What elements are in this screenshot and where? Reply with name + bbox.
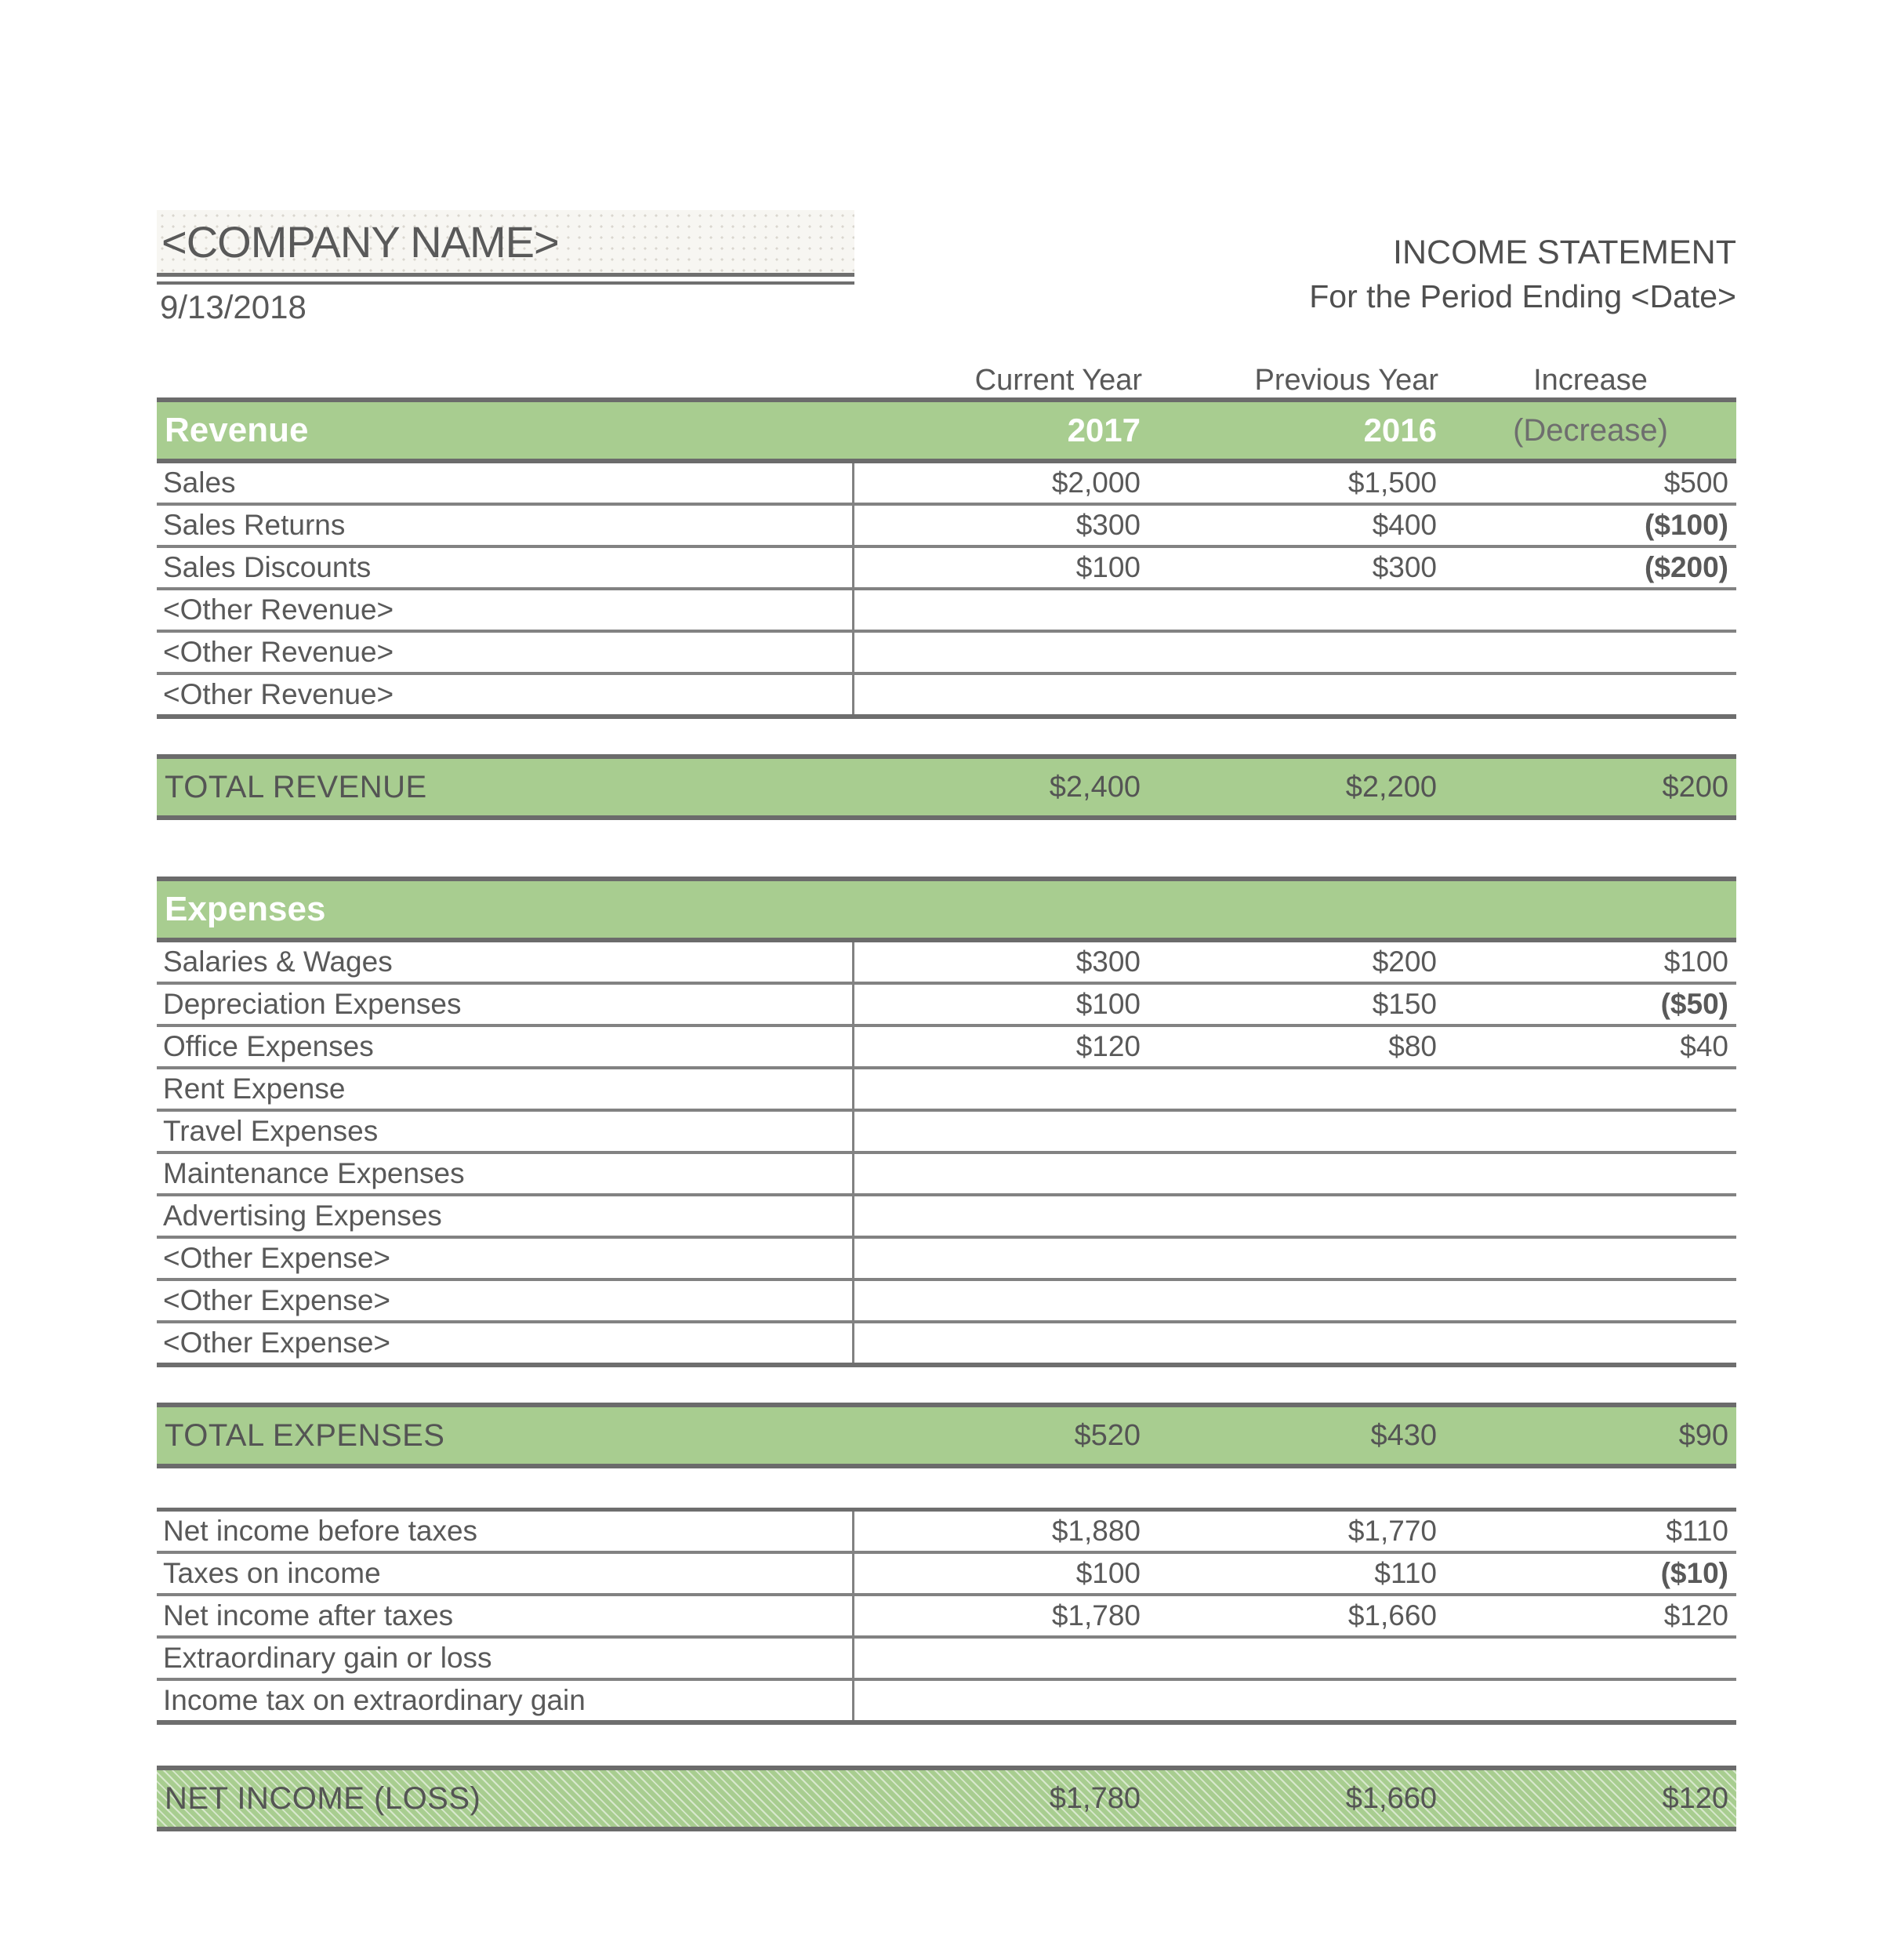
row-label: Net income before taxes <box>157 1512 854 1551</box>
current-year-value: $2,000 <box>1051 466 1141 499</box>
total-expenses-label: TOTAL EXPENSES <box>165 1417 445 1453</box>
row-label: <Other Revenue> <box>157 633 854 672</box>
expense-rows-block <box>157 942 1736 1367</box>
row-label: Sales Discounts <box>157 548 854 587</box>
row-label: <Other Expense> <box>157 1281 854 1320</box>
increase-value: ($100) <box>1645 509 1728 541</box>
table-row <box>157 548 1736 590</box>
table-row <box>157 1639 1736 1681</box>
income-statement-sheet <box>157 0 1736 1831</box>
increase-value: ($10) <box>1660 1557 1728 1589</box>
row-label: <Other Expense> <box>157 1323 854 1363</box>
previous-year-value: $2,200 <box>1345 770 1437 804</box>
row-label: <Other Revenue> <box>157 675 854 714</box>
current-year-value: $300 <box>1075 509 1141 541</box>
current-year-value: $300 <box>1075 946 1141 978</box>
revenue-section-band <box>157 397 1736 463</box>
net-income-band <box>157 1766 1736 1831</box>
previous-year-label: 2016 <box>1363 412 1437 448</box>
current-year-label: 2017 <box>1067 412 1141 448</box>
row-label: Office Expenses <box>157 1027 854 1066</box>
row-label: Taxes on income <box>157 1554 854 1593</box>
net-income-label: NET INCOME (LOSS) <box>165 1780 481 1816</box>
table-row <box>157 985 1736 1027</box>
current-year-value: $100 <box>1075 1557 1141 1589</box>
current-year-value: $100 <box>1075 551 1141 583</box>
table-row <box>157 1323 1736 1363</box>
previous-year-value: $430 <box>1370 1418 1437 1452</box>
table-row <box>157 942 1736 985</box>
expenses-section-band <box>157 877 1736 942</box>
table-row <box>157 1027 1736 1069</box>
table-row <box>157 1512 1736 1554</box>
increase-value: $100 <box>1663 946 1728 978</box>
row-label: <Other Revenue> <box>157 590 854 630</box>
increase-value: ($50) <box>1660 988 1728 1020</box>
row-label: Net income after taxes <box>157 1596 854 1635</box>
table-row <box>157 1112 1736 1154</box>
current-year-value: $520 <box>1074 1418 1141 1452</box>
table-row <box>157 1681 1736 1720</box>
current-year-value: $1,780 <box>1051 1599 1141 1632</box>
statement-date: 9/13/2018 <box>160 289 306 325</box>
table-row <box>157 1281 1736 1323</box>
table-row <box>157 506 1736 548</box>
document-title: INCOME STATEMENT <box>1393 234 1736 271</box>
row-label: Sales <box>157 463 854 503</box>
previous-year-value: $1,500 <box>1347 466 1437 499</box>
table-row <box>157 463 1736 506</box>
table-row <box>157 590 1736 633</box>
table-row <box>157 633 1736 675</box>
row-label: Extraordinary gain or loss <box>157 1639 854 1678</box>
current-year-value: $2,400 <box>1049 770 1141 804</box>
expenses-section-title: Expenses <box>165 890 326 928</box>
column-header-previous-year: Previous Year <box>1254 364 1438 397</box>
table-row <box>157 1554 1736 1596</box>
increase-value: $40 <box>1680 1030 1728 1062</box>
period-ending-line: For the Period Ending <Date> <box>1309 278 1736 314</box>
table-row <box>157 1069 1736 1112</box>
current-year-value: $100 <box>1075 988 1141 1020</box>
previous-year-value: $150 <box>1372 988 1437 1020</box>
previous-year-value: $1,660 <box>1345 1781 1437 1815</box>
previous-year-value: $200 <box>1372 946 1437 978</box>
revenue-rows-block <box>157 463 1736 719</box>
column-header-increase: Increase <box>1533 364 1648 397</box>
increase-value: $110 <box>1666 1515 1728 1547</box>
previous-year-value: $80 <box>1388 1030 1437 1062</box>
page-header <box>157 210 1736 330</box>
increase-value: $200 <box>1662 770 1728 804</box>
company-header-block <box>157 210 854 330</box>
company-underline <box>157 273 854 285</box>
increase-value: $90 <box>1678 1418 1728 1452</box>
table-row <box>157 1239 1736 1281</box>
row-label: Sales Returns <box>157 506 854 545</box>
table-row <box>157 1196 1736 1239</box>
previous-year-value: $300 <box>1372 551 1437 583</box>
total-revenue-label: TOTAL REVENUE <box>165 769 427 804</box>
increase-value: $500 <box>1663 466 1728 499</box>
current-year-value: $1,880 <box>1051 1515 1141 1547</box>
total-expenses-band <box>157 1403 1736 1468</box>
row-label: Depreciation Expenses <box>157 985 854 1024</box>
previous-year-value: $1,770 <box>1347 1515 1437 1547</box>
increase-value: $120 <box>1662 1781 1728 1815</box>
column-headers <box>157 357 1736 397</box>
company-name: <COMPANY NAME> <box>157 210 854 273</box>
current-year-value: $1,780 <box>1049 1781 1141 1815</box>
total-revenue-band <box>157 754 1736 820</box>
row-label: Travel Expenses <box>157 1112 854 1151</box>
previous-year-value: $110 <box>1374 1557 1437 1589</box>
revenue-section-title: Revenue <box>165 411 309 449</box>
decrease-label: (Decrease) <box>1513 412 1668 448</box>
row-label: Rent Expense <box>157 1069 854 1109</box>
document-title-block <box>1309 210 1736 318</box>
increase-value: $120 <box>1663 1599 1728 1632</box>
row-label: <Other Expense> <box>157 1239 854 1278</box>
table-row <box>157 1596 1736 1639</box>
column-header-current-year: Current Year <box>974 364 1142 397</box>
row-label: Salaries & Wages <box>157 942 854 982</box>
net-income-rows-block <box>157 1508 1736 1725</box>
increase-value: ($200) <box>1645 551 1728 583</box>
row-label: Maintenance Expenses <box>157 1154 854 1193</box>
table-row <box>157 675 1736 714</box>
table-row <box>157 1154 1736 1196</box>
row-label: Advertising Expenses <box>157 1196 854 1236</box>
row-label: Income tax on extraordinary gain <box>157 1681 854 1720</box>
previous-year-value: $400 <box>1372 509 1437 541</box>
previous-year-value: $1,660 <box>1347 1599 1437 1632</box>
current-year-value: $120 <box>1075 1030 1141 1062</box>
